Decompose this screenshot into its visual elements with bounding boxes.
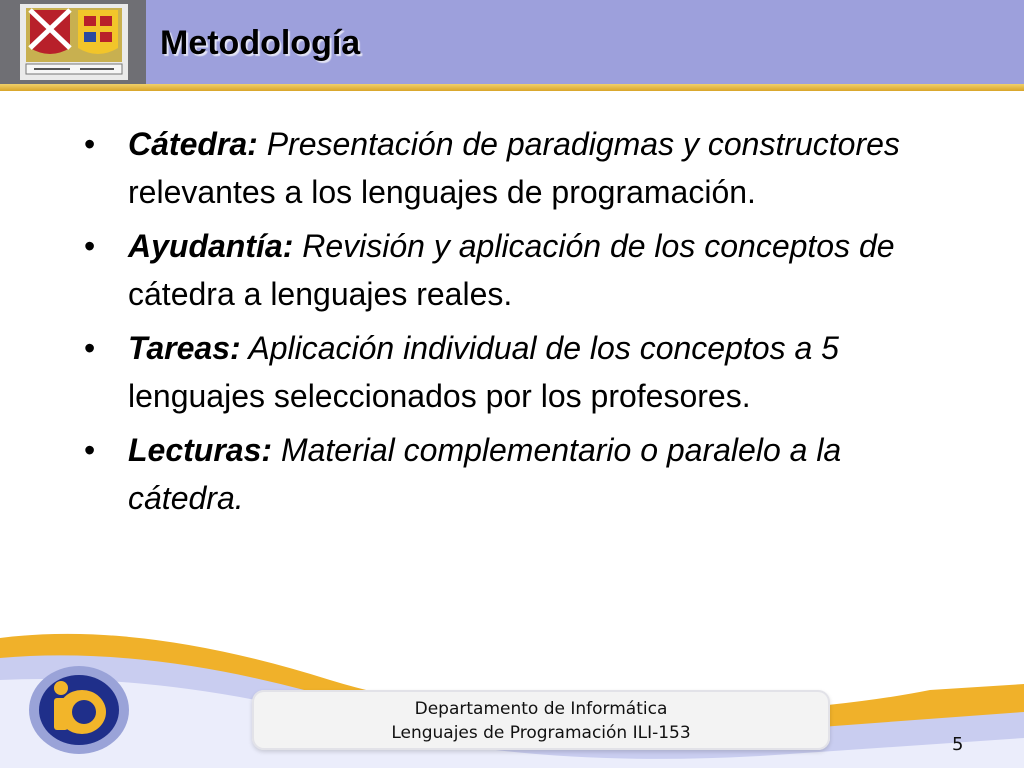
bullet-text: lenguajes seleccionados por los profesores. xyxy=(128,378,751,414)
bullet-item-catedra xyxy=(84,120,924,216)
bullet-term: Ayudantía: xyxy=(128,228,294,264)
footer-course: Lenguajes de Programación ILI-153 xyxy=(391,723,691,743)
bullet-item-tareas xyxy=(84,324,924,420)
bullet-italic-text: Aplicación individual de los conceptos a 5 xyxy=(240,330,839,366)
bullet-term: Cátedra: xyxy=(128,126,258,162)
bullet-italic-text: Presentación de paradigmas y constructores xyxy=(257,126,900,162)
bullet-icon: • xyxy=(84,330,96,366)
bullet-italic-text: Material complementario o paralelo a la cátedra. xyxy=(128,432,842,516)
header-divider xyxy=(0,84,1024,91)
bullet-icon: • xyxy=(84,432,96,468)
bullet-icon: • xyxy=(84,126,96,162)
bullet-icon: • xyxy=(84,228,96,264)
bullet-term: Lecturas: xyxy=(128,432,273,468)
slide-title: Metodología xyxy=(160,24,361,62)
bullet-term: Tareas: xyxy=(128,330,241,366)
bullet-italic-text: Revisión y aplicación de los conceptos de xyxy=(293,228,895,264)
bullet-item-ayudantia xyxy=(84,222,924,318)
header-bar xyxy=(0,0,1024,84)
bullet-text: cátedra a lenguajes reales. xyxy=(128,276,513,312)
university-crest-icon xyxy=(0,0,146,84)
bullet-list xyxy=(84,120,924,528)
informatica-logo-icon xyxy=(24,660,134,760)
footer-department: Departamento de Informática xyxy=(414,699,668,719)
bullet-item-lecturas xyxy=(84,426,924,522)
page-number: 5 xyxy=(952,734,964,755)
bullet-text: relevantes a los lenguajes de programación. xyxy=(128,174,756,210)
footer-banner xyxy=(252,690,830,750)
